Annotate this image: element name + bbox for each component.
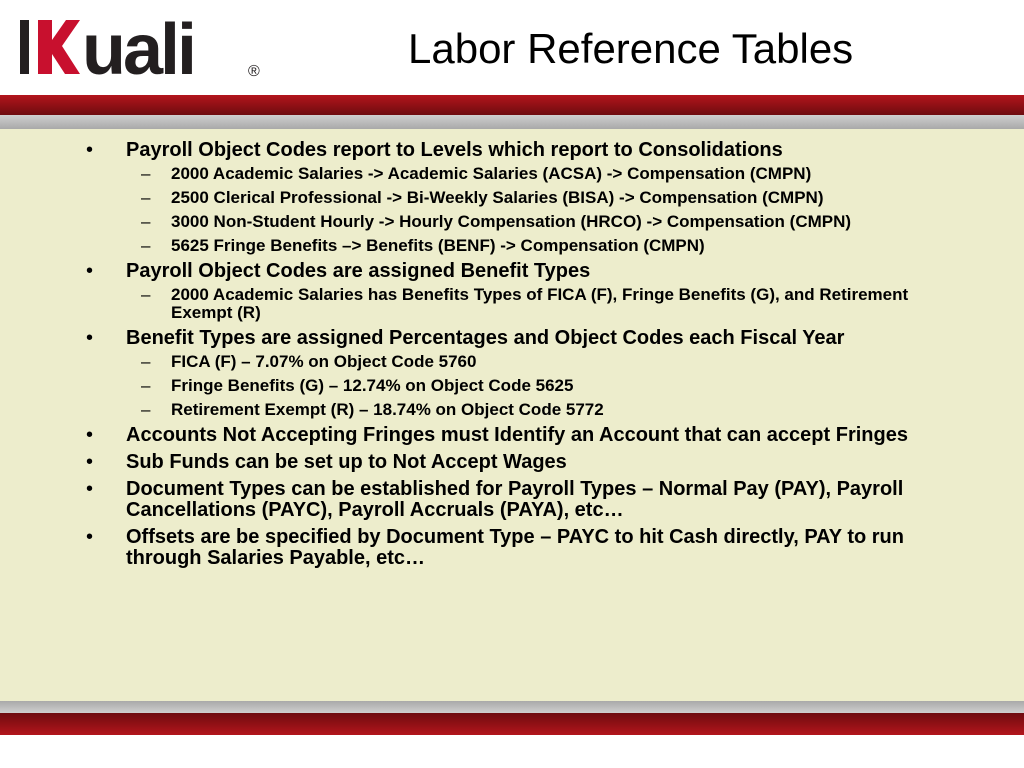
sub-bullet-marker: – bbox=[141, 236, 151, 255]
sub-bullet-list bbox=[126, 165, 946, 255]
sub-bullet-marker: – bbox=[141, 285, 151, 304]
bullet-item bbox=[86, 328, 946, 419]
sub-bullet-item bbox=[126, 189, 946, 207]
header-band-gray bbox=[0, 115, 1024, 129]
bullet-marker: • bbox=[86, 424, 94, 446]
header-band-red bbox=[0, 95, 1024, 115]
bullet-text: Sub Funds can be set up to Not Accept Wages bbox=[126, 451, 567, 473]
logo-text: uali bbox=[82, 16, 195, 80]
sub-bullet-text: FICA (F) – 7.07% on Object Code 5760 bbox=[171, 352, 477, 371]
bullet-marker: • bbox=[86, 139, 94, 161]
sub-bullet-marker: – bbox=[141, 352, 151, 371]
bullet-marker: • bbox=[86, 526, 94, 548]
bullet-text: Payroll Object Codes are assigned Benefit Types bbox=[126, 260, 591, 282]
bullet-marker: • bbox=[86, 327, 94, 349]
bullet-item bbox=[86, 479, 946, 521]
sub-bullet-marker: – bbox=[141, 164, 151, 183]
sub-bullet-text: Retirement Exempt (R) – 18.74% on Object Code 5772 bbox=[171, 400, 604, 419]
slide-title: Labor Reference Tables bbox=[408, 25, 854, 72]
sub-bullet-marker: – bbox=[141, 376, 151, 395]
sub-bullet-text: 3000 Non-Student Hourly -> Hourly Compensation (HRCO) -> Compensation (CMPN) bbox=[171, 212, 852, 231]
footer-band-gray bbox=[0, 701, 1024, 713]
bullet-item bbox=[86, 452, 946, 473]
bullet-text: Accounts Not Accepting Fringes must Identify an Account that can accept Fringes bbox=[126, 424, 908, 446]
bullet-list bbox=[86, 140, 946, 569]
kuali-logo-mark bbox=[18, 16, 268, 80]
sub-bullet-text: 2500 Clerical Professional -> Bi-Weekly Salaries (BISA) -> Compensation (CMPN) bbox=[171, 188, 824, 207]
sub-bullet-text: 2000 Academic Salaries has Benefits Types of FICA (F), Fringe Benefits (G), and Retirement Exempt (R) bbox=[171, 285, 909, 322]
bullet-item bbox=[86, 261, 946, 322]
bullet-item bbox=[86, 527, 946, 569]
bullet-text: Offsets are be specified by Document Type – PAYC to hit Cash directly, PAY to run through Salaries Payable, etc… bbox=[126, 526, 904, 569]
kuali-logo bbox=[18, 16, 268, 80]
sub-bullet-list bbox=[126, 353, 946, 419]
sub-bullet-item bbox=[126, 165, 946, 183]
footer-band-red bbox=[0, 713, 1024, 735]
bullet-marker: • bbox=[86, 260, 94, 282]
sub-bullet-item bbox=[126, 286, 946, 322]
sub-bullet-item bbox=[126, 377, 946, 395]
sub-bullet-text: 2000 Academic Salaries -> Academic Salaries (ACSA) -> Compensation (CMPN) bbox=[171, 164, 812, 183]
sub-bullet-item bbox=[126, 213, 946, 231]
sub-bullet-marker: – bbox=[141, 188, 151, 207]
bullet-text: Payroll Object Codes report to Levels which report to Consolidations bbox=[126, 139, 783, 161]
sub-bullet-marker: – bbox=[141, 212, 151, 231]
sub-bullet-item bbox=[126, 353, 946, 371]
bullet-text: Document Types can be established for Payroll Types – Normal Pay (PAY), Payroll Cancellations (PAYC), Payroll Accruals (PAYA), etc… bbox=[126, 478, 904, 521]
bullet-marker: • bbox=[86, 451, 94, 473]
bullet-item bbox=[86, 140, 946, 255]
registered-mark: ® bbox=[248, 63, 260, 80]
bullet-marker: • bbox=[86, 478, 94, 500]
bullet-item bbox=[86, 425, 946, 446]
sub-bullet-item bbox=[126, 401, 946, 419]
sub-bullet-text: 5625 Fringe Benefits –> Benefits (BENF) -> Compensation (CMPN) bbox=[171, 236, 705, 255]
sub-bullet-text: Fringe Benefits (G) – 12.74% on Object Code 5625 bbox=[171, 376, 574, 395]
sub-bullet-marker: – bbox=[141, 400, 151, 419]
sub-bullet-list bbox=[126, 286, 946, 322]
sub-bullet-item bbox=[126, 237, 946, 255]
bullet-text: Benefit Types are assigned Percentages and Object Codes each Fiscal Year bbox=[126, 327, 845, 349]
